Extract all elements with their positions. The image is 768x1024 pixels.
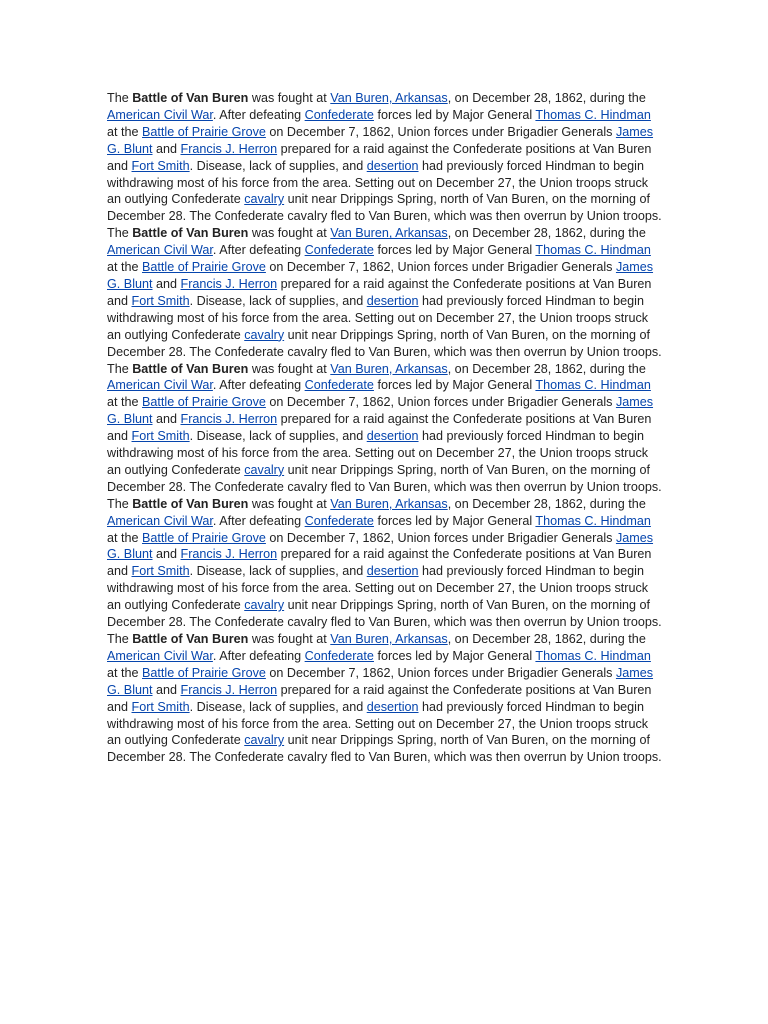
wiki-link[interactable]: cavalry <box>244 192 285 207</box>
wiki-link[interactable]: desertion <box>366 158 419 173</box>
wiki-link[interactable]: desertion <box>366 293 419 308</box>
body-text: forces led by Major General <box>373 648 536 663</box>
wiki-link[interactable]: Confederate <box>304 243 374 258</box>
wiki-link[interactable]: James G. Blunt <box>107 395 654 427</box>
wiki-link[interactable]: American Civil War <box>107 107 213 122</box>
body-text: and <box>152 276 181 291</box>
wiki-link[interactable]: Thomas C. Hindman <box>535 648 651 663</box>
wiki-link[interactable]: cavalry <box>244 598 285 613</box>
article-title-bold: Battle of Van Buren <box>132 496 249 511</box>
wiki-link[interactable]: Fort Smith <box>131 158 190 173</box>
body-text: . After defeating <box>212 107 305 122</box>
wiki-link[interactable]: Battle of Prairie Grove <box>142 124 266 139</box>
body-text: forces led by Major General <box>373 378 536 393</box>
wiki-link[interactable]: Thomas C. Hindman <box>535 513 651 528</box>
body-text: and <box>152 547 181 562</box>
wiki-link[interactable]: Van Buren, Arkansas <box>330 91 448 105</box>
body-text: , on December 28, 1862, during the <box>447 632 646 646</box>
body-text: forces led by Major General <box>373 107 536 122</box>
body-text: , on December 28, 1862, during the <box>447 91 646 105</box>
wiki-link[interactable]: Confederate <box>304 378 374 393</box>
body-text: was fought at <box>248 632 331 646</box>
wiki-link[interactable]: James G. Blunt <box>107 260 654 291</box>
body-text: prepared for a raid against the Confederate positions at Van Buren and <box>107 141 652 173</box>
body-text: prepared for a raid against the Confederate positions at Van Buren and <box>107 547 652 579</box>
wiki-link[interactable]: desertion <box>366 564 419 579</box>
body-text: , on December 28, 1862, during the <box>447 496 646 511</box>
wiki-link[interactable]: American Civil War <box>107 243 213 258</box>
wiki-link[interactable]: cavalry <box>244 327 285 342</box>
wiki-link[interactable]: American Civil War <box>107 513 213 528</box>
wiki-link[interactable]: cavalry <box>244 462 285 477</box>
wiki-link[interactable]: cavalry <box>244 733 285 748</box>
body-text: and <box>152 682 181 697</box>
wiki-link[interactable]: Battle of Prairie Grove <box>142 260 266 275</box>
wiki-link[interactable]: desertion <box>366 429 419 444</box>
body-text: unit near Drippings Spring, north of Van Buren, on the morning of December 28. The Confederate cavalry fled to Van Buren, which was then overrun by Union troops. The <box>107 598 662 646</box>
wiki-link[interactable]: Van Buren, Arkansas <box>330 361 448 376</box>
body-text: had previously forced Hindman to begin withdrawing most of his force from the area. Setting out on December 27, the Union troops struck an outlying Confederate <box>107 429 649 477</box>
body-text: was fought at <box>248 496 331 511</box>
body-text: forces led by Major General <box>373 243 536 258</box>
wiki-link[interactable]: Thomas C. Hindman <box>535 107 651 122</box>
wiki-link[interactable]: Fort Smith <box>131 429 190 444</box>
body-text: unit near Drippings Spring, north of Van Buren, on the morning of December 28. The Confederate cavalry fled to Van Buren, which was then overrun by Union troops. The <box>107 462 662 511</box>
body-text: on December 7, 1862, Union forces under Brigadier Generals <box>265 124 616 139</box>
wiki-link[interactable]: American Civil War <box>107 648 213 663</box>
document-body <box>107 90 663 766</box>
wiki-link[interactable]: James G. Blunt <box>107 530 654 562</box>
wiki-link[interactable]: desertion <box>366 699 419 714</box>
wiki-link[interactable]: Confederate <box>304 513 374 528</box>
body-text: on December 7, 1862, Union forces under Brigadier Generals <box>265 530 616 545</box>
body-text: on December 7, 1862, Union forces under Brigadier Generals <box>265 665 616 680</box>
body-text: was fought at <box>248 91 331 105</box>
body-text: unit near Drippings Spring, north of Van Buren, on the morning of December 28. The Confederate cavalry fled to Van Buren, which was then overrun by Union troops. The <box>107 192 662 241</box>
body-text: and <box>152 141 181 156</box>
body-text: had previously forced Hindman to begin withdrawing most of his force from the area. Setting out on December 27, the Union troops struck an outlying Confederate <box>107 293 649 342</box>
body-text: forces led by Major General <box>373 513 536 528</box>
wiki-link[interactable]: Van Buren, Arkansas <box>330 496 448 511</box>
wiki-link[interactable]: Francis J. Herron <box>180 412 278 427</box>
wiki-link[interactable]: Francis J. Herron <box>180 276 278 291</box>
wiki-link[interactable]: James G. Blunt <box>107 124 654 156</box>
wiki-link[interactable]: Confederate <box>304 107 374 122</box>
body-text: had previously forced Hindman to begin withdrawing most of his force from the area. Setting out on December 27, the Union troops struck an outlying Confederate <box>107 564 649 613</box>
article-title-bold: Battle of Van Buren <box>132 91 249 105</box>
wiki-link[interactable]: Fort Smith <box>131 293 190 308</box>
wiki-link[interactable]: Battle of Prairie Grove <box>142 665 266 680</box>
body-text: , on December 28, 1862, during the <box>447 361 646 376</box>
body-text: . Disease, lack of supplies, and <box>189 293 367 308</box>
article-title-bold: Battle of Van Buren <box>132 632 249 646</box>
body-text: . After defeating <box>212 513 305 528</box>
body-text: was fought at <box>248 361 331 376</box>
body-text: The <box>107 91 133 105</box>
body-text: . After defeating <box>212 378 305 393</box>
wiki-link[interactable]: Francis J. Herron <box>180 141 278 156</box>
wiki-link[interactable]: Battle of Prairie Grove <box>142 530 266 545</box>
wiki-link[interactable]: Francis J. Herron <box>180 682 278 697</box>
body-text: . Disease, lack of supplies, and <box>189 564 367 579</box>
body-text: on December 7, 1862, Union forces under Brigadier Generals <box>265 260 616 275</box>
body-text: unit near Drippings Spring, north of Van Buren, on the morning of December 28. The Confederate cavalry fled to Van Buren, which was then overrun by Union troops. The <box>107 327 662 376</box>
body-text: had previously forced Hindman to begin withdrawing most of his force from the area. Setting out on December 27, the Union troops struck an outlying Confederate <box>107 158 649 207</box>
wiki-link[interactable]: Van Buren, Arkansas <box>330 632 448 646</box>
wiki-link[interactable]: Thomas C. Hindman <box>535 243 651 258</box>
body-text: unit near Drippings Spring, north of Van Buren, on the morning of December 28. The Confederate cavalry fled to Van Buren, which was then overrun by Union troops. <box>107 733 662 765</box>
body-text: . Disease, lack of supplies, and <box>189 158 367 173</box>
article-title-bold: Battle of Van Buren <box>132 361 249 376</box>
body-text: and <box>152 412 181 427</box>
body-text: . After defeating <box>212 243 305 258</box>
body-text: prepared for a raid against the Confederate positions at Van Buren and <box>107 682 652 714</box>
wiki-link[interactable]: Thomas C. Hindman <box>535 378 651 393</box>
body-text: . Disease, lack of supplies, and <box>189 699 367 714</box>
body-text: prepared for a raid against the Confederate positions at Van Buren and <box>107 276 652 308</box>
body-text: was fought at <box>248 226 331 241</box>
body-text: at the <box>107 260 143 275</box>
wiki-link[interactable]: Fort Smith <box>131 564 190 579</box>
body-text: at the <box>107 530 143 545</box>
wiki-link[interactable]: American Civil War <box>107 378 213 393</box>
body-text: . After defeating <box>212 648 305 663</box>
body-text: at the <box>107 665 143 680</box>
body-text: had previously forced Hindman to begin withdrawing most of his force from the area. Setting out on December 27, the Union troops struck an outlying Confederate <box>107 699 649 748</box>
article-title-bold: Battle of Van Buren <box>132 226 249 241</box>
body-text: at the <box>107 395 143 410</box>
article-paragraph <box>107 90 663 766</box>
body-text: prepared for a raid against the Confederate positions at Van Buren and <box>107 412 652 444</box>
wiki-link[interactable]: Francis J. Herron <box>180 547 278 562</box>
wiki-link[interactable]: Battle of Prairie Grove <box>142 395 266 410</box>
wiki-link[interactable]: Fort Smith <box>131 699 190 714</box>
body-text: , on December 28, 1862, during the <box>447 226 646 241</box>
wiki-link[interactable]: James G. Blunt <box>107 665 654 697</box>
wiki-link[interactable]: Confederate <box>304 648 374 663</box>
body-text: . Disease, lack of supplies, and <box>189 429 367 444</box>
body-text: at the <box>107 124 143 139</box>
body-text: on December 7, 1862, Union forces under Brigadier Generals <box>265 395 616 410</box>
wiki-link[interactable]: Van Buren, Arkansas <box>330 226 448 241</box>
